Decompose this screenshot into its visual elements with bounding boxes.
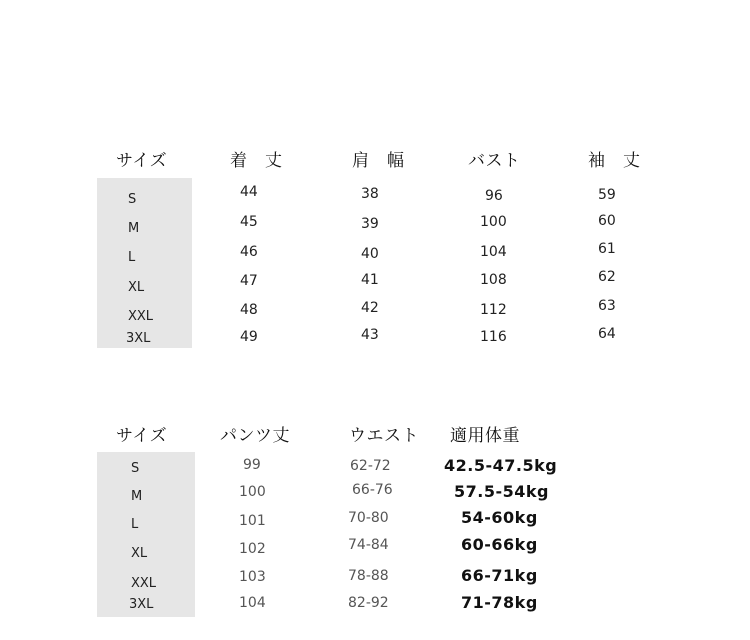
size-label: 3XL xyxy=(126,331,151,346)
header-size: サイズ xyxy=(116,426,168,446)
header-waist: ウエスト xyxy=(349,426,419,446)
waist-value: 82-92 xyxy=(348,595,389,611)
length-value: 47 xyxy=(240,273,258,289)
size-label: XL xyxy=(131,546,148,561)
waist-value: 74-84 xyxy=(348,537,389,553)
sleeve-value: 59 xyxy=(598,187,616,203)
size-label: XXL xyxy=(128,309,154,324)
shoulder-value: 41 xyxy=(361,272,379,288)
waist-value: 78-88 xyxy=(348,568,389,584)
bust-value: 116 xyxy=(480,329,507,345)
header-shoulder: 肩 幅 xyxy=(352,151,405,171)
shoulder-value: 43 xyxy=(361,327,379,343)
bust-value: 104 xyxy=(480,244,507,260)
size-label: S xyxy=(131,461,140,476)
sleeve-value: 64 xyxy=(598,326,616,342)
pants-length-value: 99 xyxy=(243,457,261,473)
pants-length-value: 102 xyxy=(239,541,266,557)
sleeve-value: 62 xyxy=(598,269,616,285)
bust-value: 108 xyxy=(480,272,507,288)
weight-value: 42.5-47.5kg xyxy=(444,456,558,475)
shoulder-value: 39 xyxy=(361,216,379,232)
header-pants-length: パンツ丈 xyxy=(220,426,290,446)
header-bust: バスト xyxy=(468,151,521,171)
header-sleeve: 袖 丈 xyxy=(588,151,641,171)
weight-value: 54-60kg xyxy=(461,508,538,527)
pants-length-value: 104 xyxy=(239,595,266,611)
waist-value: 62-72 xyxy=(350,458,391,474)
size-label: L xyxy=(128,250,136,265)
sleeve-value: 61 xyxy=(598,241,616,257)
size-label: M xyxy=(131,489,143,504)
length-value: 44 xyxy=(240,184,258,200)
bust-value: 112 xyxy=(480,302,507,318)
waist-value: 70-80 xyxy=(348,510,389,526)
weight-value: 57.5-54kg xyxy=(454,482,549,501)
size-label: L xyxy=(131,517,139,532)
pants-length-value: 101 xyxy=(239,513,266,529)
sleeve-value: 63 xyxy=(598,298,616,314)
weight-value: 66-71kg xyxy=(461,566,538,585)
shoulder-value: 38 xyxy=(361,186,379,202)
length-value: 45 xyxy=(240,214,258,230)
pants-length-value: 103 xyxy=(239,569,266,585)
pants-length-value: 100 xyxy=(239,484,266,500)
length-value: 49 xyxy=(240,329,258,345)
header-length: 着 丈 xyxy=(230,151,283,171)
weight-value: 60-66kg xyxy=(461,535,538,554)
length-value: 46 xyxy=(240,244,258,260)
size-label: XXL xyxy=(131,576,157,591)
header-weight: 適用体重 xyxy=(450,426,520,446)
weight-value: 71-78kg xyxy=(461,593,538,612)
shoulder-value: 42 xyxy=(361,300,379,316)
bust-value: 100 xyxy=(480,214,507,230)
shoulder-value: 40 xyxy=(361,246,379,262)
size-column-band xyxy=(97,452,195,617)
length-value: 48 xyxy=(240,302,258,318)
size-label: M xyxy=(128,221,140,236)
sleeve-value: 60 xyxy=(598,213,616,229)
bust-value: 96 xyxy=(485,188,503,204)
waist-value: 66-76 xyxy=(352,482,393,498)
size-label: S xyxy=(128,192,137,207)
size-label: 3XL xyxy=(129,597,154,612)
size-label: XL xyxy=(128,280,145,295)
header-size: サイズ xyxy=(116,151,168,171)
